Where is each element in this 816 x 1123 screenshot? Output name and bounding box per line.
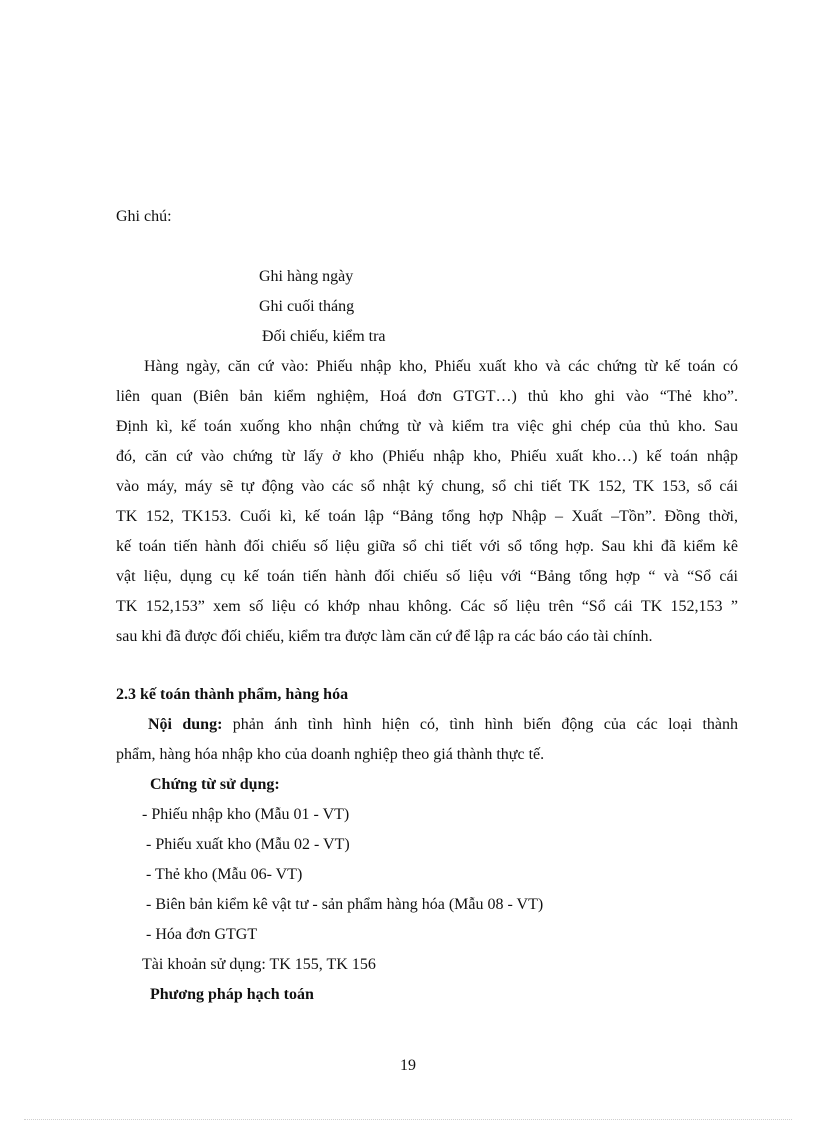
content-label: Nội dung:: [148, 716, 223, 733]
paragraph-line: kế toán tiến hành đối chiếu số liệu giữa sổ chi tiết với sổ tổng hợp. Sau khi đã kiểm kê: [116, 538, 738, 555]
document-item: - Phiếu xuất kho (Mẫu 02 - VT): [146, 836, 350, 853]
paragraph-line: Định kì, kế toán xuống kho nhận chứng từ và kiểm tra việc ghi chép của thủ kho. Sau: [116, 418, 738, 435]
paragraph-line: liên quan (Biên bản kiểm nghiệm, Hoá đơn GTGT…) thủ kho ghi vào “Thẻ kho”.: [116, 388, 738, 405]
section-heading: 2.3 kế toán thành phẩm, hàng hóa: [116, 686, 349, 703]
document-item: - Biên bản kiểm kê vật tư - sản phẩm hàng hóa (Mẫu 08 - VT): [146, 896, 544, 913]
document-item: - Hóa đơn GTGT: [146, 926, 258, 943]
document-item: - Phiếu nhập kho (Mẫu 01 - VT): [142, 806, 350, 823]
content-text: phản ánh tình hình hiện có, tình hình biến động của các loại thành: [222, 716, 738, 733]
legend-reconcile: Đối chiếu, kiểm tra: [262, 328, 386, 345]
legend-daily: Ghi hàng ngày: [259, 268, 354, 285]
paragraph-line: đó, căn cứ vào chứng từ lấy ở kho (Phiếu nhập kho, Phiếu xuất kho…) kế toán nhập: [116, 448, 738, 465]
paragraph-line: Hàng ngày, căn cứ vào: Phiếu nhập kho, Phiếu xuất kho và các chứng từ kế toán có: [144, 358, 738, 375]
method-heading: Phương pháp hạch toán: [150, 986, 314, 1003]
paragraph-line: TK 152,153” xem số liệu có khớp nhau không. Các số liệu trên “Sổ cái TK 152,153 ”: [116, 598, 738, 615]
documents-heading: Chứng từ sử dụng:: [150, 776, 280, 793]
paragraph-line: vật liệu, dụng cụ kế toán tiến hành đối chiếu số liệu với “Bảng tổng hợp “ và “Sổ cái: [116, 568, 738, 585]
content-line: [148, 715, 738, 735]
paragraph-line: vào máy, máy sẽ tự động vào các sổ nhật ký chung, sổ chi tiết TK 152, TK 153, sổ cái: [116, 478, 738, 495]
paragraph-line: sau khi đã được đối chiếu, kiểm tra được làm căn cứ để lập ra các báo cáo tài chính.: [116, 628, 653, 645]
note-heading: Ghi chú:: [116, 208, 172, 225]
paragraph-line: TK 152, TK153. Cuối kì, kế toán lập “Bảng tổng hợp Nhập – Xuất –Tồn”. Đồng thời,: [116, 508, 738, 525]
legend-month-end: Ghi cuối tháng: [259, 298, 355, 315]
accounts-line: Tài khoản sử dụng: TK 155, TK 156: [142, 956, 376, 973]
document-item: - Thẻ kho (Mẫu 06- VT): [146, 866, 303, 883]
page-number: 19: [400, 1057, 416, 1074]
content-line: phẩm, hàng hóa nhập kho của doanh nghiệp theo giá thành thực tế.: [116, 746, 545, 763]
page-edge: [24, 1119, 792, 1120]
